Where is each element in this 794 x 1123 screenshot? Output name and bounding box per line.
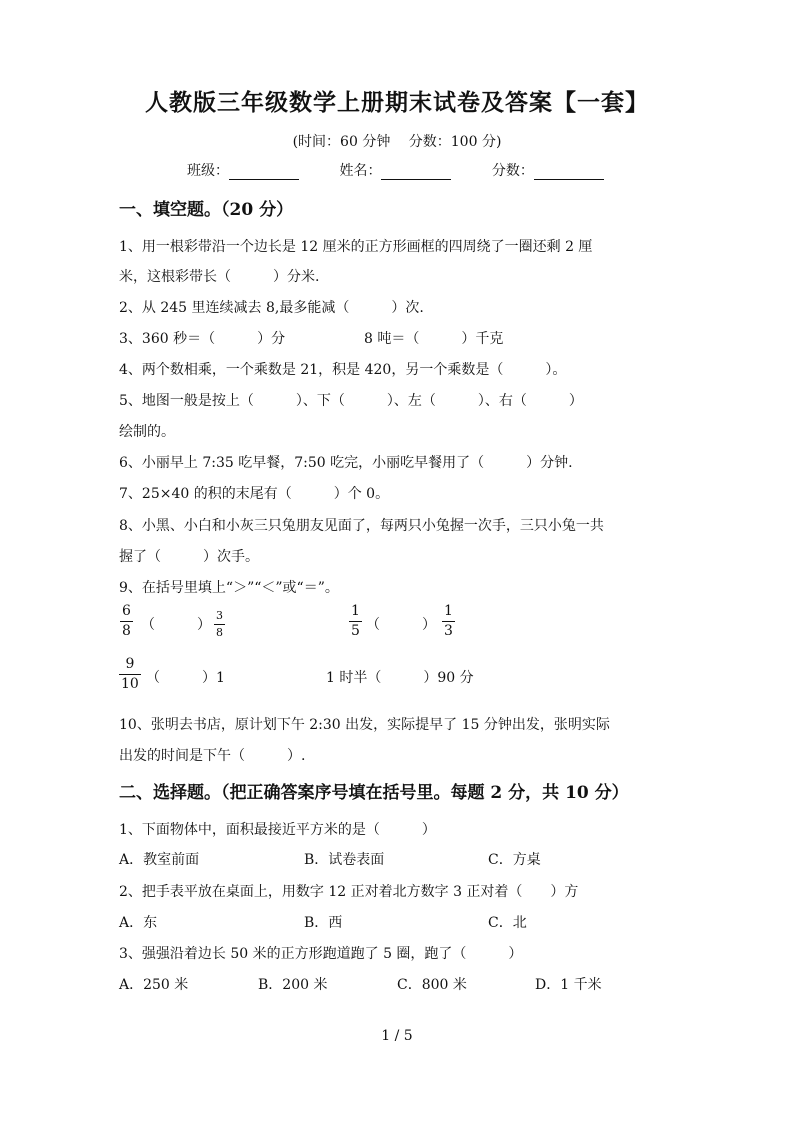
fraction-denominator: 5 <box>351 623 360 639</box>
name-label: 姓名： <box>339 163 382 179</box>
s2-q1: 1、下面物体中，面积最接近平方米的是（ ） <box>119 822 436 838</box>
s2-q1-option-b[interactable]: B．试卷表面 <box>304 852 385 868</box>
section2-heading: 二、选择题。（把正确答案序号填在括号里。每题 2 分，共 10 分） <box>119 783 629 803</box>
page-number: 1 / 5 <box>381 1028 413 1044</box>
compare-with-one[interactable]: （ ）1 <box>146 670 225 686</box>
s2-q1-option-c[interactable]: C．方桌 <box>488 852 541 868</box>
s1-q5-line1: 5、地图一般是按上（ ）、下（ ）、左（ ）、右（ ） <box>119 393 583 409</box>
s1-q4: 4、两个数相乘，一个乘数是 21，积是 420，另一个乘数是（ ）。 <box>119 362 567 378</box>
fraction-numerator: 3 <box>216 609 223 622</box>
exam-meta: (时间：60 分钟 分数：100 分) <box>292 134 502 150</box>
s1-q2: 2、从 245 里连续减去 8,最多能减（ ）次. <box>119 300 424 316</box>
s2-q1-option-a[interactable]: A．教室前面 <box>119 852 200 868</box>
fraction-9-10 <box>119 657 141 692</box>
s2-q3-option-a[interactable]: A．250 米 <box>119 977 189 993</box>
s1-q1-line1: 1、用一根彩带沿一个边长是 12 厘米的正方形画框的四周绕了一圈还剩 2 厘 <box>119 239 593 255</box>
s1-q1-line2: 米，这根彩带长（ ）分米. <box>119 269 320 285</box>
s1-q6: 6、小丽早上 7:35 吃早餐，7:50 吃完，小丽吃早餐用了（ ）分钟. <box>119 455 573 471</box>
fraction-numerator: 1 <box>444 603 453 619</box>
s2-q2-option-c[interactable]: C．北 <box>488 915 527 931</box>
compare-time[interactable]: 1 时半（ ）90 分 <box>326 670 474 686</box>
fraction-numerator: 1 <box>351 603 360 619</box>
fraction-numerator: 9 <box>125 656 135 672</box>
class-label: 班级： <box>187 163 229 179</box>
score-blank[interactable] <box>534 165 604 180</box>
s2-q2-option-a[interactable]: A．东 <box>119 915 158 931</box>
s1-q8-line2: 握了（ ）次手。 <box>119 549 259 565</box>
fraction-bar <box>214 624 225 625</box>
student-info-fields <box>187 160 640 180</box>
compare-blank[interactable]: （ ） <box>141 617 211 633</box>
s2-q2-option-b[interactable]: B．西 <box>304 915 343 931</box>
fraction-bar <box>349 621 362 622</box>
fraction-denominator: 8 <box>216 626 223 639</box>
s1-q3b: 8 吨＝（ ）千克 <box>364 331 504 347</box>
fraction-3-8 <box>214 610 225 639</box>
s1-q9: 9、在括号里填上“＞”“＜”或“＝”。 <box>119 580 339 596</box>
fraction-bar <box>119 674 141 675</box>
s2-q2: 2、把手表平放在桌面上，用数字 12 正对着北方数字 3 正对着（ ）方 <box>119 884 579 900</box>
score-label: 分数： <box>491 163 534 179</box>
s1-q7: 7、25×40 的积的末尾有（ ）个 0。 <box>119 486 390 502</box>
s1-q8-line1: 8、小黑、小白和小灰三只兔朋友见面了，每两只小兔握一次手，三只小兔一共 <box>119 518 604 534</box>
fraction-denominator: 8 <box>122 623 131 639</box>
s2-q3-option-b[interactable]: B．200 米 <box>258 977 328 993</box>
s2-q3-option-d[interactable]: D．1 千米 <box>535 977 602 993</box>
class-blank[interactable] <box>229 165 299 180</box>
name-blank[interactable] <box>381 165 451 180</box>
s1-q3a: 3、360 秒＝（ ）分 <box>119 331 286 347</box>
s1-q5-line2: 绘制的。 <box>119 424 175 440</box>
fraction-numerator: 6 <box>122 603 131 619</box>
s1-q10-line2: 出发的时间是下午（ ）. <box>119 748 306 764</box>
s1-q10-line1: 10、张明去书店，原计划下午 2:30 出发，实际提早了 15 分钟出发，张明实际 <box>119 717 610 733</box>
fraction-bar <box>442 621 455 622</box>
s2-q3: 3、强强沿着边长 50 米的正方形跑道跑了 5 圈，跑了（ ） <box>119 946 523 962</box>
fraction-1-5 <box>349 604 362 639</box>
fraction-1-3 <box>442 604 455 639</box>
s2-q3-option-c[interactable]: C．800 米 <box>397 977 467 993</box>
compare-blank[interactable]: （ ） <box>366 617 436 633</box>
fraction-denominator: 3 <box>444 623 453 639</box>
section1-heading: 一、填空题。（20 分） <box>119 200 294 220</box>
fraction-bar <box>120 621 133 622</box>
fraction-denominator: 10 <box>121 676 139 692</box>
page-title: 人教版三年级数学上册期末试卷及答案【一套】 <box>145 89 649 116</box>
fraction-6-8 <box>120 604 133 639</box>
